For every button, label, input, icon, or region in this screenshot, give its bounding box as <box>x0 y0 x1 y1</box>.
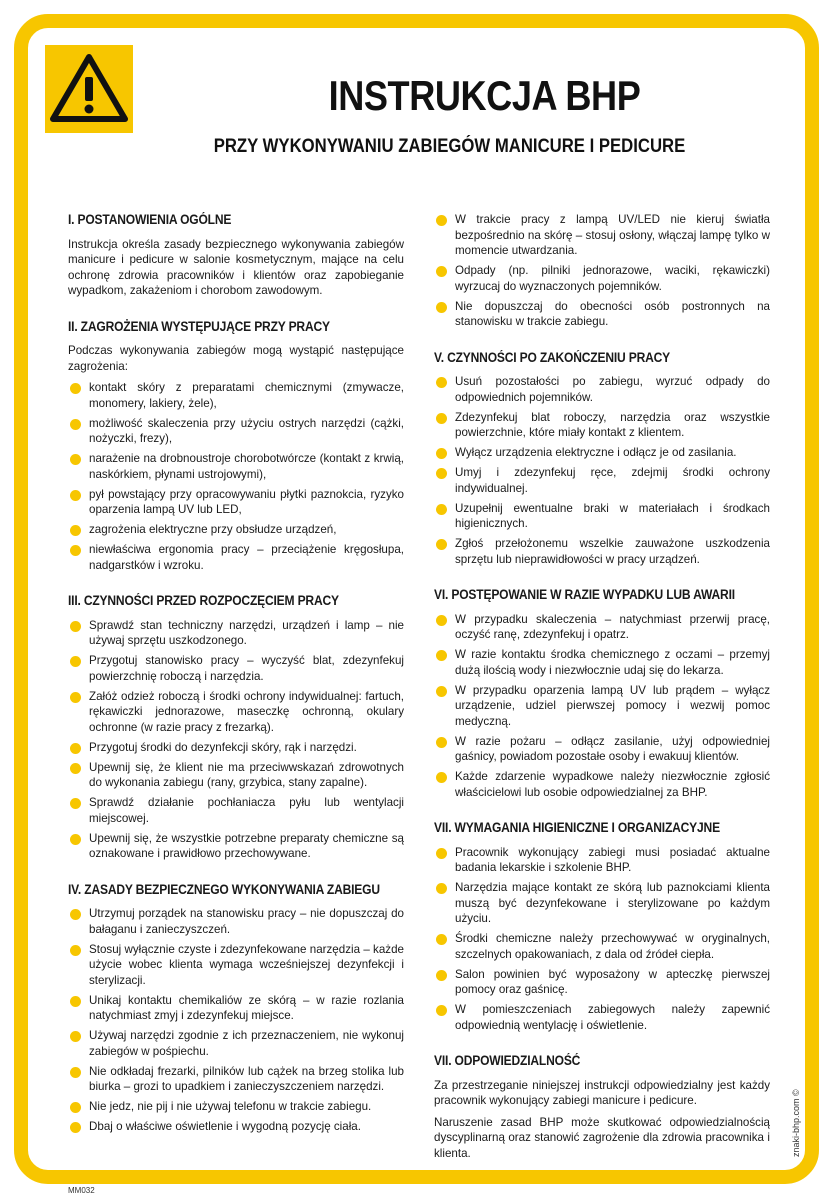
list-item: Utrzymuj porządek na stanowisku pracy – nie dopuszczaj do bałaganu i zanieczyszczeń. <box>68 906 404 937</box>
bullet-list <box>68 618 404 862</box>
bullet-list <box>434 845 770 1034</box>
paragraph: Za przestrzeganie niniejszej instrukcji odpowiedzialny jest każdy pracownik wykonujący zabiegi manicure i pedicure. <box>434 1078 770 1107</box>
section-general <box>68 212 404 299</box>
list-item: Upewnij się, że wszystkie potrzebne preparaty chemiczne są oznakowane i prawidłowo przechowywane. <box>68 831 404 862</box>
list-item: Wyłącz urządzenia elektryczne i odłącz je od zasilania. <box>434 445 770 461</box>
list-item: Dbaj o właściwe oświetlenie i wygodną pozycję ciała. <box>68 1119 404 1135</box>
list-item: Usuń pozostałości po zabiegu, wyrzuć odpady do odpowiednich pojemników. <box>434 374 770 405</box>
list-item: Przygotuj stanowisko pracy – wyczyść blat, zdezynfekuj powierzchnię roboczą i narzędzia. <box>68 653 404 684</box>
bullet-list <box>434 374 770 567</box>
paragraph: Podczas wykonywania zabiegów mogą wystąpić następujące zagrożenia: <box>68 344 404 373</box>
list-item: Zdezynfekuj blat roboczy, narzędzia oraz wszystkie powierzchnie, które miały kontakt z klientem. <box>434 410 770 441</box>
list-item: W razie pożaru – odłącz zasilanie, użyj odpowiedniej gaśnicy, powiadom pozostałe osoby i ewakuuj klientów. <box>434 734 770 765</box>
list-item: zagrożenia elektryczne przy obsłudze urządzeń, <box>68 522 404 538</box>
section-title: IV. ZASADY BEZPIECZNEGO WYKONYWANIA ZABIEGU <box>68 881 380 897</box>
list-item: niewłaściwa ergonomia pracy – przeciążenie kręgosłupa, nadgarstków i wzroku. <box>68 542 404 573</box>
bullet-list <box>68 380 404 573</box>
list-item: Odpady (np. pilniki jednorazowe, waciki, rękawiczki) wyrzucaj do wyznaczonych pojemników. <box>434 263 770 294</box>
section-title: VII. WYMAGANIA HIGIENICZNE I ORGANIZACYJNE <box>434 820 720 835</box>
paragraph: Instrukcja określa zasady bezpiecznego wykonywania zabiegów manicure i pedicure w salonie kosmetycznym, mające na celu ochronę zdrowia pracowników i klientów oraz zapobieganie wypadkom, zakażeniom i chorobom zawodowym. <box>68 237 404 297</box>
list-item: Środki chemiczne należy przechowywać w oryginalnych, szczelnych opakowaniach, z dala od źródeł ciepła. <box>434 931 770 962</box>
list-item: Salon powinien być wyposażony w apteczkę pierwszej pomocy oraz gaśnicę. <box>434 967 770 998</box>
list-item: Nie dopuszczaj do obecności osób postronnych na stanowisku w trakcie zabiegu. <box>434 299 770 330</box>
list-item: W trakcie pracy z lampą UV/LED nie kieruj światła bezpośrednio na skórę – stosuj osłony, włączaj lampę tylko w momencie utwardzania. <box>434 212 770 259</box>
list-item: W przypadku oparzenia lampą UV lub prądem – wyłącz urządzenie, udziel pierwszej pomocy i wezwij pomoc medyczną. <box>434 683 770 730</box>
list-item: Nie odkładaj frezarki, pilników lub cążek na brzeg stolika lub biurka – grozi to upadkiem i zanieczyszczeniem narzędzi. <box>68 1064 404 1095</box>
section-hazards <box>68 319 404 574</box>
list-item: Pracownik wykonujący zabiegi musi posiadać aktualne badania lekarskie i szkolenie BHP. <box>434 845 770 876</box>
list-item: Używaj narzędzi zgodnie z ich przeznaczeniem, nie wykonuj zabiegów w pośpiechu. <box>68 1028 404 1059</box>
section-title: III. CZYNNOŚCI PRZED ROZPOCZĘCIEM PRACY <box>68 593 339 608</box>
bullet-list <box>68 906 404 1135</box>
section-title: V. CZYNNOŚCI PO ZAKOŃCZENIU PRACY <box>434 349 671 365</box>
list-item: Umyj i zdezynfekuj ręce, zdejmij środki ochrony indywidualnej. <box>434 465 770 496</box>
section-hygiene <box>434 820 770 1033</box>
section-safe-procedure <box>68 882 404 1135</box>
paragraph: Naruszenie zasad BHP może skutkować odpowiedzialnością dyscyplinarną oraz stanowić zagrożenie dla zdrowia pracownika i klienta. <box>434 1115 770 1160</box>
bullet-list <box>434 612 770 801</box>
section-before-work <box>68 593 404 862</box>
list-item: Stosuj wyłącznie czyste i zdezynfekowane narzędzia – każde użycie wobec klienta wymaga wcześniejszej dezynfekcji i sterylizacji. <box>68 942 404 989</box>
list-item: pył powstający przy opracowywaniu płytki paznokcia, ryzyko oparzenia lampą UV lub LED, <box>68 487 404 518</box>
list-item: Zgłoś przełożonemu wszelkie zauważone uszkodzenia sprzętu lub nieprawidłowości w pracy urządzeń. <box>434 536 770 567</box>
list-item: możliwość skaleczenia przy użyciu ostrych narzędzi (cążki, nożyczki, frezy), <box>68 416 404 447</box>
list-item: Uzupełnij ewentualne braki w materiałach i środkach higienicznych. <box>434 501 770 532</box>
section-accidents <box>434 587 770 800</box>
list-item: Narzędzia mające kontakt ze skórą lub paznokciami klienta muszą być dezynfekowane i sterylizowane po każdym użyciu. <box>434 880 770 927</box>
bullet-list <box>434 212 770 330</box>
list-item: Sprawdź działanie pochłaniacza pyłu lub wentylacji miejscowej. <box>68 795 404 826</box>
page-subtitle: PRZY WYKONYWANIU ZABIEGÓW MANICURE I PEDICURE <box>213 136 686 157</box>
section-title: II. ZAGROŻENIA WYSTĘPUJĄCE PRZY PRACY <box>68 318 330 334</box>
list-item: Sprawdź stan techniczny narzędzi, urządzeń i lamp – nie używaj sprzętu uszkodzonego. <box>68 618 404 649</box>
section-after-work <box>434 350 770 568</box>
list-item: W przypadku skaleczenia – natychmiast przerwij pracę, oczyść ranę, zdezynfekuj i opatrz. <box>434 612 770 643</box>
list-item: W razie kontaktu środka chemicznego z oczami – przemyj dużą ilością wody i niezwłocznie udaj się do lekarza. <box>434 647 770 678</box>
website-credit: znaki-bhp.com © <box>791 1089 801 1157</box>
section-title: I. POSTANOWIENIA OGÓLNE <box>68 212 232 227</box>
list-item: narażenie na drobnoustroje chorobotwórcze (kontakt z krwią, naskórkiem, płynami ustrojowymi), <box>68 451 404 482</box>
list-item: W pomieszczeniach zabiegowych należy zapewnić odpowiednią wentylację i oświetlenie. <box>434 1002 770 1033</box>
section-responsibility <box>434 1053 770 1161</box>
list-item: Każde zdarzenie wypadkowe należy niezwłocznie zgłosić właścicielowi lub osobie odpowiedzialnej za BHP. <box>434 769 770 800</box>
list-item: Nie jedz, nie pij i nie używaj telefonu w trakcie zabiegu. <box>68 1099 404 1115</box>
sign-code: MM032 <box>68 1186 95 1195</box>
warning-triangle-icon <box>45 45 133 133</box>
list-item: Unikaj kontaktu chemikaliów ze skórą – w razie rozlania natychmiast zmyj i zdezynfekuj miejsce. <box>68 993 404 1024</box>
list-item: Załóż odzież roboczą i środki ochrony indywidualnej: fartuch, rękawiczki jednorazowe, maseczkę ochronną, okulary ochronne (w razie pracy z frezarką). <box>68 689 404 736</box>
section-title: VII. ODPOWIEDZIALNOŚĆ <box>434 1053 581 1068</box>
list-item: Upewnij się, że klient nie ma przeciwwskazań zdrowotnych do wykonania zabiegu (rany, grzybica, stany zapalne). <box>68 760 404 791</box>
list-item: kontakt skóry z preparatami chemicznymi (zmywacze, monomery, lakiery, żele), <box>68 380 404 411</box>
left-column <box>68 212 404 1155</box>
section-safe-procedure-continued <box>434 212 770 330</box>
list-item: Przygotuj środki do dezynfekcji skóry, rąk i narzędzi. <box>68 740 404 756</box>
right-column <box>434 212 770 1181</box>
section-title: VI. POSTĘPOWANIE W RAZIE WYPADKU LUB AWARII <box>434 587 735 602</box>
page-title: INSTRUKCJA BHP <box>328 72 641 119</box>
